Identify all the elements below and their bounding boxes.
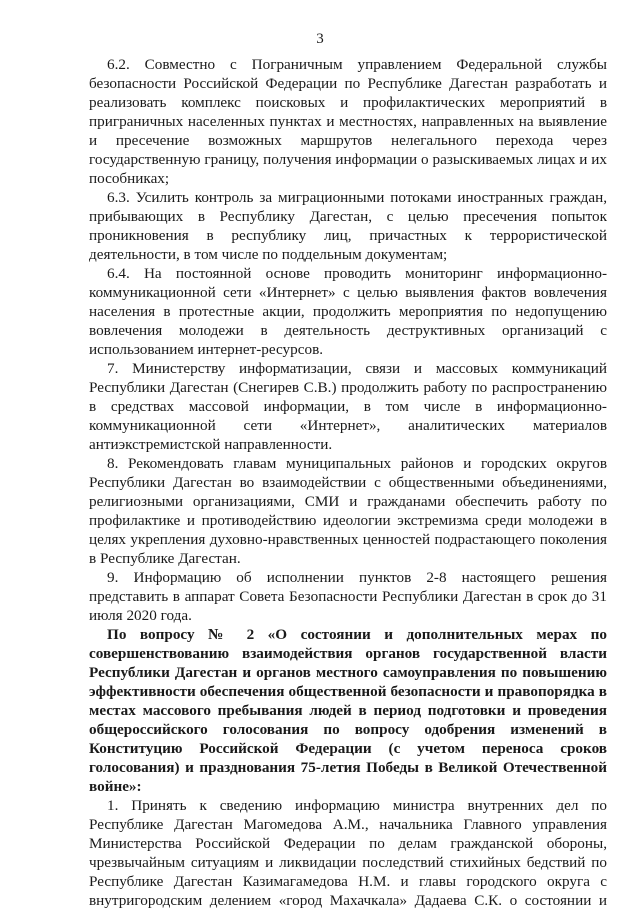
paragraph-6-4: 6.4. На постоянной основе проводить мониторинг информационно-коммуникационной сети «Интернет» с целью выявления фактов вовлечения населения в протестные акции, продолжить мероприятия по недопущению вовлечения молодежи в деятельность деструктивных организаций с использованием интернет-ресурсов. — [89, 265, 607, 358]
paragraph-7: 7. Министерству информатизации, связи и массовых коммуникаций Республики Дагестан (Снегирев С.В.) продолжить работу по распространению в средствах массовой информации, в том числе в информационно-коммуникационной сети «Интернет», аналитических материалов антиэкстремистской направленности. — [89, 360, 607, 453]
page-number: 3 — [316, 31, 324, 47]
decision-paragraph-1: 1. Принять к сведению информацию министра внутренних дел по Республике Дагестан Магомедова А.М., начальника Главного управления Министерства Российской Федерации по делам гражданской обороны, чрезвычайным ситуациям и ликвидации последствий стихийных бедствий по Республике Дагестан Казимагамедова Н.М. и главы городского округа с внутригородским делением «город Махачкала» Дадаева С.К. о состоянии и — [89, 797, 607, 909]
paragraph-6-2: 6.2. Совместно с Пограничным управлением Федеральной службы безопасности Российской Федерации по Республике Дагестан разработать и реализовать комплекс поисковых и профилактических мероприятий в приграничных населенных пунктах и местностях, направленных на выявление и пресечение возможных маршрутов нелегального перехода через государственную границу, получения информации о разыскиваемых лицах и их пособниках; — [89, 56, 607, 187]
paragraph-6-3: 6.3. Усилить контроль за миграционными потоками иностранных граждан, прибывающих в Республику Дагестан, с целью пресечения попыток проникновения в республику лиц, причастных к террористической деятельности, в том числе по поддельным документам; — [89, 189, 607, 263]
document-body — [89, 55, 607, 910]
agenda-item-2-heading: По вопросу № 2 «О состоянии и дополнительных мерах по совершенствованию взаимодействия органов государственной власти Республики Дагестан и органов местного самоуправления по повышению эффективности обеспечения общественной безопасности и правопорядка в местах массового пребывания людей в период подготовки и проведения общероссийского голосования по вопросу одобрения изменений в Конституцию Российской Федерации (с учетом переноса сроков голосования) и празднования 75-летия Победы в Великой Отечественной войне»: — [89, 626, 607, 795]
paragraph-9: 9. Информацию об исполнении пунктов 2-8 настоящего решения представить в аппарат Совета Безопасности Республики Дагестан в срок до 31 июля 2020 года. — [89, 569, 607, 624]
paragraph-8: 8. Рекомендовать главам муниципальных районов и городских округов Республики Дагестан во взаимодействии с общественными объединениями, религиозными организациями, СМИ и гражданами обеспечить работу по профилактике и противодействию идеологии экстремизма среди молодежи в целях укрепления духовно-нравственных ценностей подрастающего поколения в Республике Дагестан. — [89, 455, 607, 567]
